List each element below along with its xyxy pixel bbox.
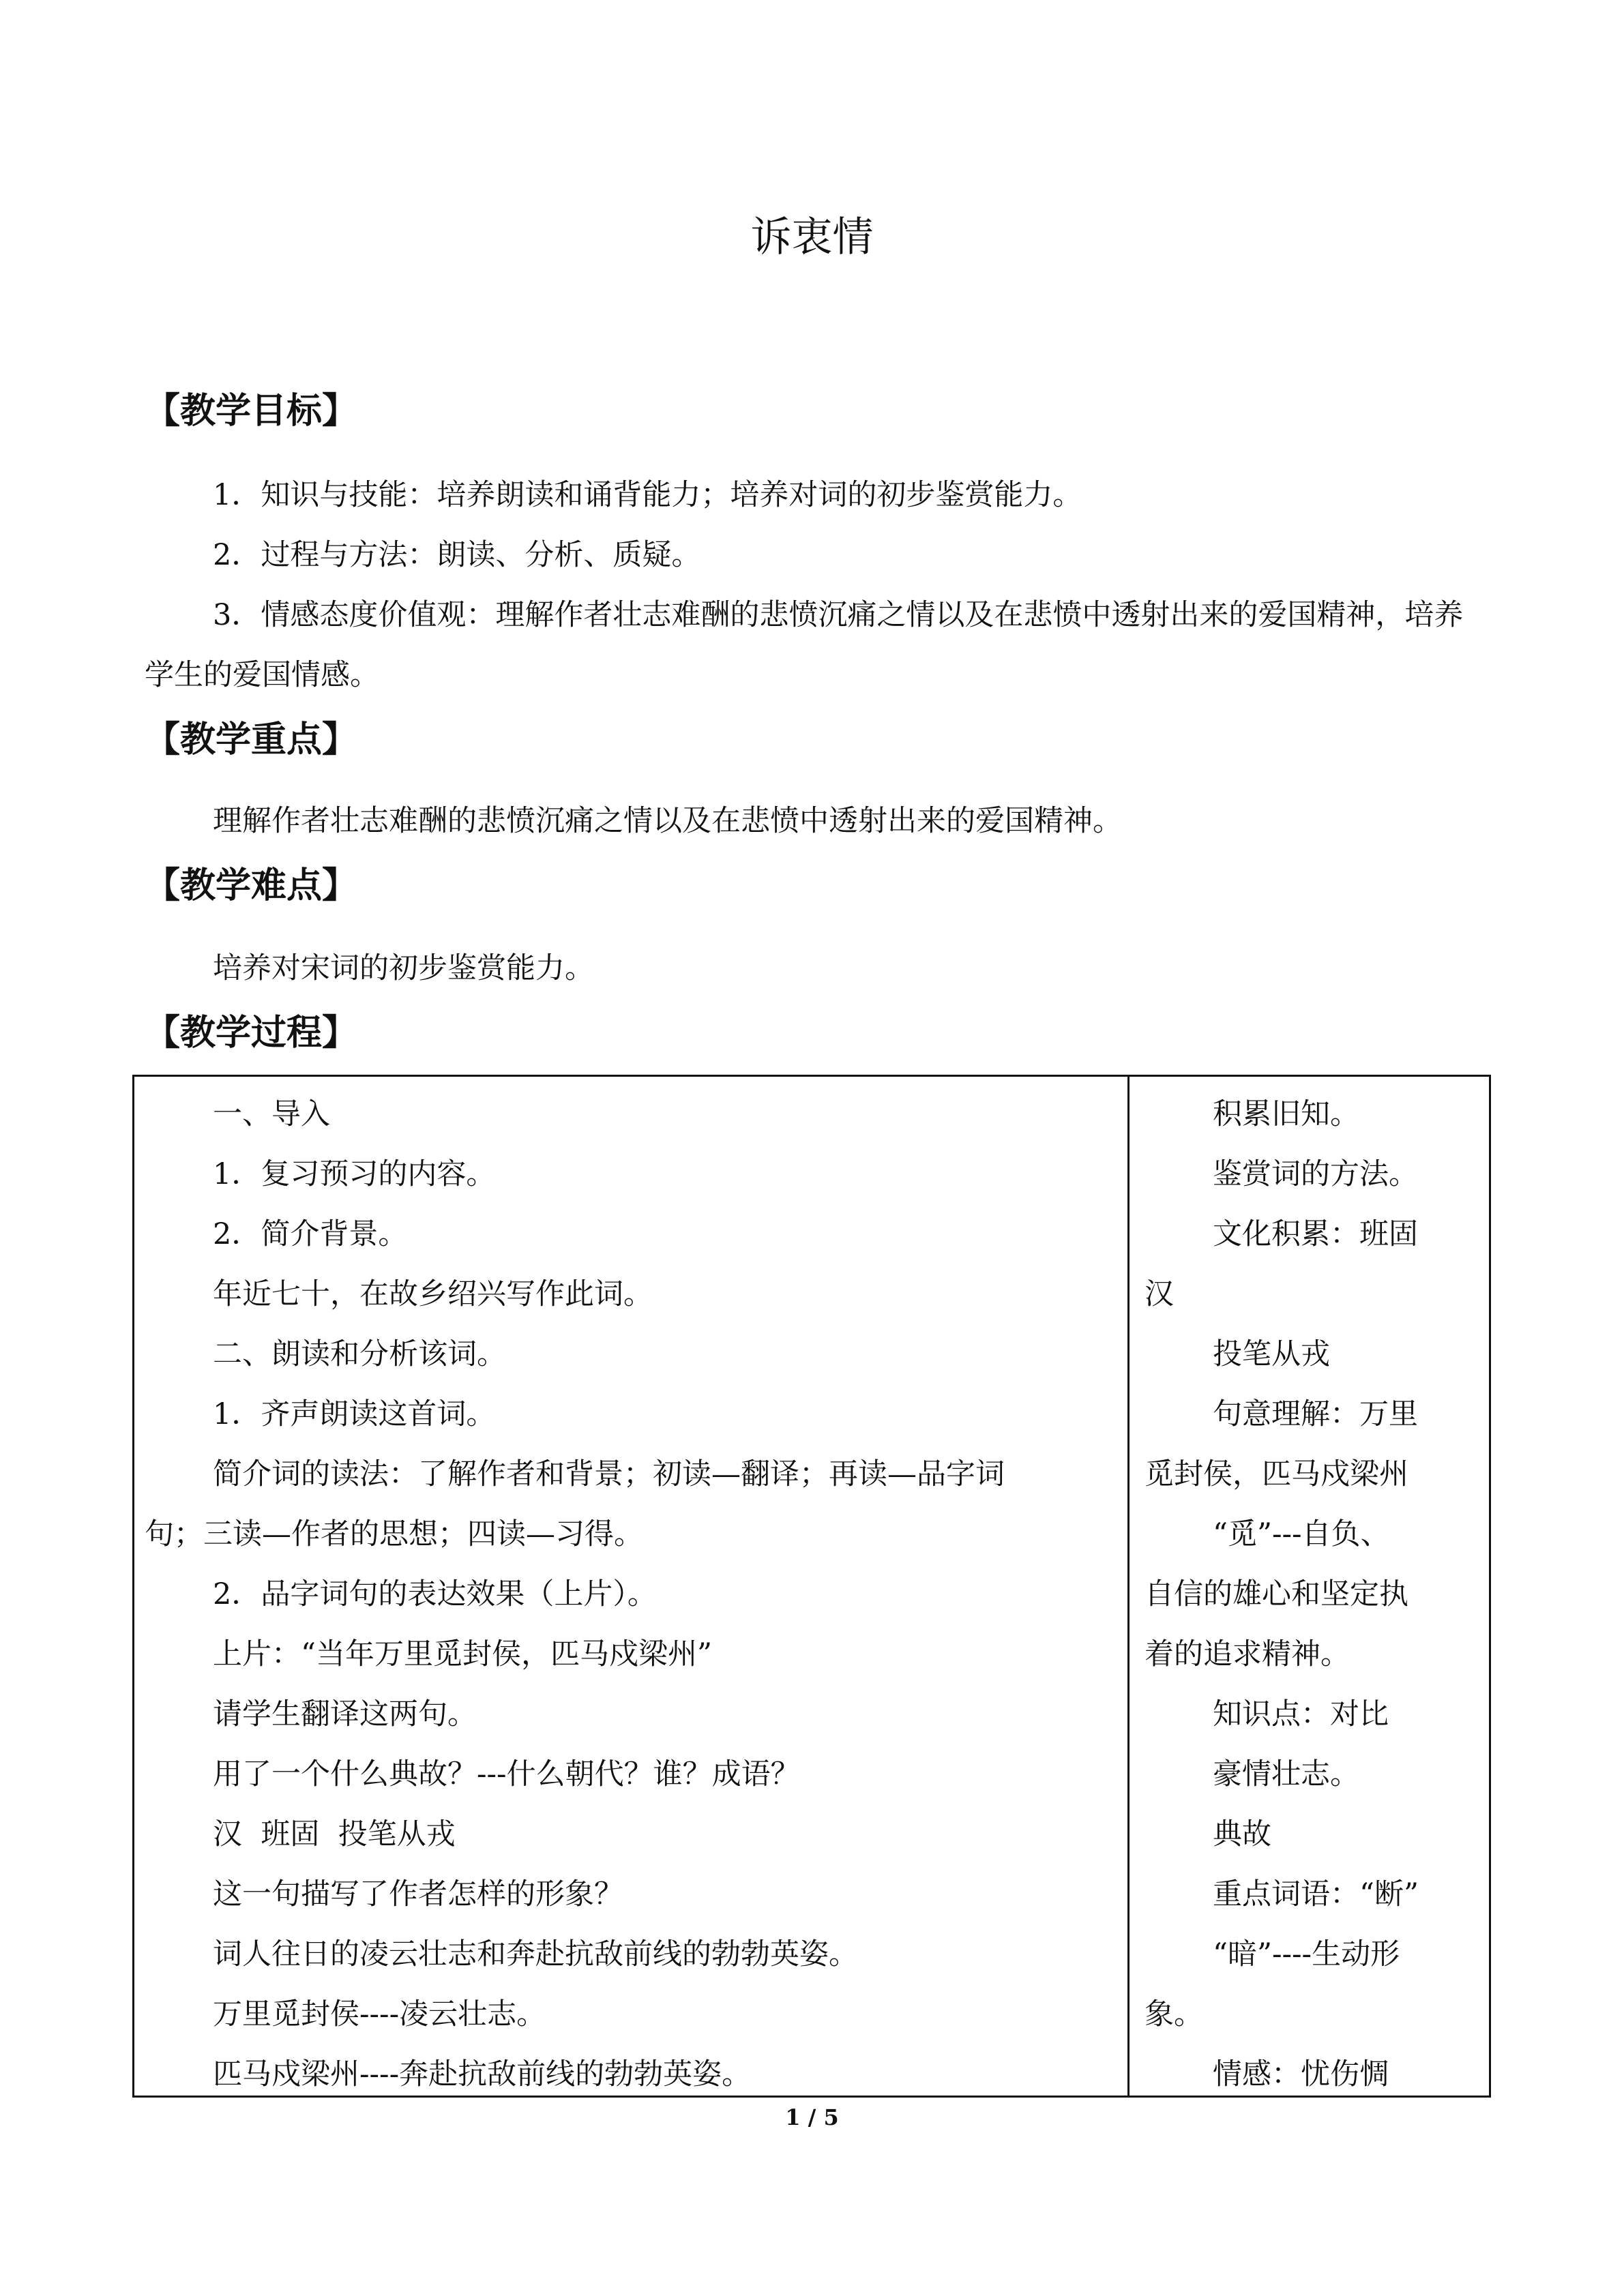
- table-line: 年近七十，在故乡绍兴写作此词。: [213, 1277, 653, 1311]
- process-main-column: [145, 1084, 1099, 2104]
- note-line: “觅”---自负、: [1213, 1517, 1390, 1551]
- note-line: 自信的雄心和坚定执: [1145, 1577, 1408, 1611]
- difficulties-text: 培养对宋词的初步鉴赏能力。: [213, 951, 594, 985]
- table-line: 匹马戍梁州----奔赴抗敌前线的勃勃英姿。: [213, 2057, 752, 2091]
- note-line: 汉: [1145, 1277, 1174, 1311]
- objectives-list: [145, 465, 1475, 705]
- table-line: 句；三读—作者的思想；四读—习得。: [145, 1517, 643, 1551]
- note-line: 知识点：对比: [1213, 1697, 1389, 1731]
- table-line: 请学生翻译这两句。: [213, 1697, 477, 1731]
- table-column-divider: [1127, 1075, 1130, 2098]
- process-notes-column: [1145, 1084, 1472, 2104]
- note-line: 句意理解：万里: [1213, 1397, 1418, 1431]
- objective-item: 1．知识与技能：培养朗读和诵背能力；培养对词的初步鉴赏能力。: [213, 478, 1082, 512]
- table-line: 2．简介背景。: [213, 1217, 408, 1251]
- table-line: 这一句描写了作者怎样的形象？: [213, 1877, 623, 1911]
- key-points-text: 理解作者壮志难酬的悲愤沉痛之情以及在悲愤中透射出来的爱国精神。: [213, 804, 1122, 838]
- page-number: 1 / 5: [785, 2104, 839, 2130]
- document-title: 诉衷情: [750, 213, 874, 261]
- note-line: 鉴赏词的方法。: [1213, 1157, 1418, 1191]
- table-line: 2．品字词句的表达效果（上片）。: [213, 1577, 657, 1611]
- objectives-heading: 【教学目标】: [145, 391, 358, 432]
- table-line: 词人往日的凌云壮志和奔赴抗敌前线的勃勃英姿。: [213, 1937, 858, 1971]
- key-points-heading: 【教学重点】: [145, 719, 358, 760]
- table-line: 一、导入: [213, 1097, 330, 1131]
- note-line: 典故: [1213, 1817, 1271, 1851]
- table-line: 简介词的读法：了解作者和背景；初读—翻译；再读—品字词: [213, 1457, 1005, 1491]
- table-line: 1．齐声朗读这首词。: [213, 1397, 496, 1431]
- note-line: 觅封侯，匹马戍梁州: [1145, 1457, 1408, 1491]
- note-line: 豪情壮志。: [1213, 1757, 1359, 1791]
- note-line: 投笔从戎: [1213, 1337, 1330, 1371]
- note-line: 文化积累：班固: [1213, 1217, 1418, 1251]
- table-line: 二、朗读和分析该词。: [213, 1337, 506, 1371]
- table-line: 上片：“当年万里觅封侯，匹马戍梁州”: [213, 1637, 712, 1671]
- objective-item: 2．过程与方法：朗读、分析、质疑。: [213, 538, 701, 572]
- note-line: 情感：忧伤惆: [1213, 2057, 1389, 2091]
- note-line: 象。: [1145, 1997, 1203, 2031]
- table-line: 万里觅封侯----凌云壮志。: [213, 1997, 546, 2031]
- objective-item: 3．情感态度价值观：理解作者壮志难酬的悲愤沉痛之情以及在悲愤中透射出来的爱国精神，培养学生的爱国情感。: [145, 598, 1464, 692]
- note-line: 着的追求精神。: [1145, 1637, 1350, 1671]
- table-line: 汉 班固 投笔从戎: [213, 1817, 456, 1851]
- process-heading: 【教学过程】: [145, 1013, 358, 1054]
- difficulties-heading: 【教学难点】: [145, 865, 358, 906]
- table-line: 用了一个什么典故？---什么朝代？谁？成语？: [213, 1757, 800, 1791]
- note-line: 重点词语：“断”: [1213, 1877, 1419, 1911]
- table-line: 1．复习预习的内容。: [213, 1157, 496, 1191]
- note-line: “暗”----生动形: [1213, 1937, 1400, 1971]
- note-line: 积累旧知。: [1213, 1097, 1359, 1131]
